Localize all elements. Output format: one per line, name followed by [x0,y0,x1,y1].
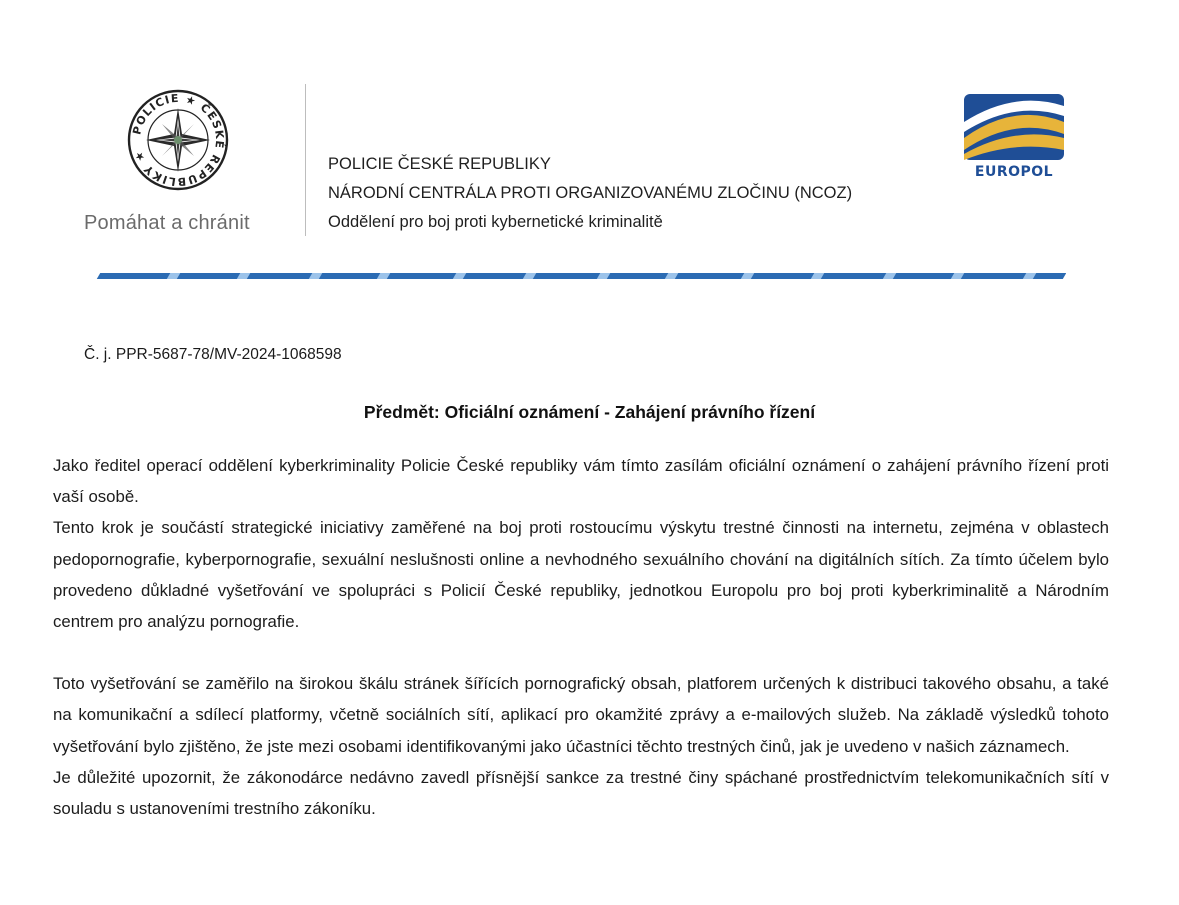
header-line-police: POLICIE ČESKÉ REPUBLIKY [328,155,551,173]
europol-logo [960,92,1068,182]
police-motto: Pomáhat a chránit [84,212,250,234]
paragraph-2: Tento krok je součástí strategické iniciativy zaměřené na boj proti rostoucímu výskytu trestné činnosti na internetu, zejména v oblastech pedopornografie, kyberpornografie, sexuální neslušnosti online a nevhodného sexuálního chování na digitálních sítích. Za tímto účelem bylo provedeno důkladné vyšetřování ve spolupráci s Policií České republiky, jednotkou Europolu pro boj proti kyberkriminalitě a Národním centrem pro analýzu pornografie. [53,518,1109,632]
header-stripe [92,270,1066,282]
police-badge-logo [126,88,230,192]
header-divider [305,84,306,236]
header-address-block [328,150,852,237]
paragraph-3: Toto vyšetřování se zaměřilo na širokou škálu stránek šířících pornografický obsah, platforem určených k distribuci takového obsahu, a také na komunikační a sdílecí platformy, včetně sociálních sítí, aplikací pro okamžité zprávy a e-mailových služeb. Na základě výsledků tohoto vyšetřování bylo zjištěno, že jste mezi osobami identifikovanými jako účastníci těchto trestných činů, jak je uvedeno v našich záznamech. [53,674,1109,756]
letter-body [53,450,1109,824]
police-star-badge-icon [126,88,230,192]
subject-heading: Předmět: Oficiální oznámení - Zahájení právního řízení [363,402,816,422]
europol-logo-icon [960,92,1068,182]
header-line-department: Oddělení pro boj proti kybernetické kriminalitě [328,213,663,231]
paragraph-4: Je důležité upozornit, že zákonodárce nedávno zavedl přísnější sankce za trestné činy spáchané prostřednictvím telekomunikačních sítí v souladu s ustanoveními trestního zákoníku. [53,767,1109,819]
header-line-ncoz: NÁRODNÍ CENTRÁLA PROTI ORGANIZOVANÉMU ZLOČINU (NCOZ) [328,184,853,202]
svg-text:POLICIE ★ ČESKÉ REPUBLIKY ★: POLICIE ★ ČESKÉ REPUBLIKY ★ [130,91,227,189]
europol-wordmark: EUROPOL [974,164,1054,180]
paragraph-1: Jako ředitel operací oddělení kyberkriminality Policie České republiky vám tímto zasílám oficiální oznámení o zahájení právního řízení proti vaší osobě. [53,456,1109,507]
reference-number: Č. j. PPR-5687-78/MV-2024-1068598 [84,346,342,363]
